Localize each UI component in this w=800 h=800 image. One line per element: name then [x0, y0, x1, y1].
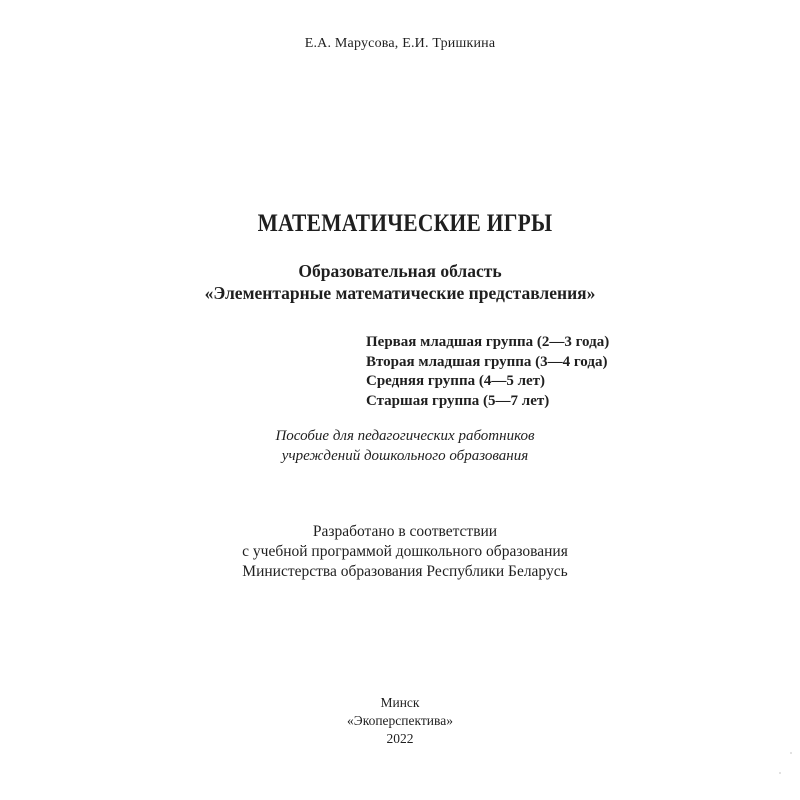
educational-area-label: Образовательная область: [298, 261, 502, 281]
manual-line: Пособие для педагогических работников: [275, 428, 535, 444]
scan-speck: [779, 772, 781, 774]
compliance-line: с учебной программой дошкольного образования: [242, 543, 568, 560]
educational-area: [0, 260, 800, 304]
imprint: [0, 694, 800, 748]
age-group-item: Средняя группа (4—5 лет): [366, 373, 546, 389]
authors: Е.А. Марусова, Е.И. Тришкина: [304, 36, 496, 51]
age-groups-list: [366, 333, 609, 411]
compliance-line: Разработано в соответствии: [312, 523, 498, 540]
manual-description: [5, 427, 800, 466]
scan-speck: [790, 752, 792, 754]
book-title: МАТЕМАТИЧЕСКИЕ ИГРЫ: [257, 210, 553, 237]
educational-area-name: «Элементарные математические представления»: [204, 283, 596, 303]
age-group-item: Первая младшая группа (2—3 года): [366, 334, 610, 350]
imprint-publisher: «Экоперспектива»: [347, 713, 453, 728]
manual-line: учреждений дошкольного образования: [281, 447, 529, 464]
compliance-note: [5, 522, 800, 582]
imprint-year: 2022: [386, 731, 414, 746]
compliance-line: Министерства образования Республики Беларусь: [242, 563, 568, 580]
age-group-item: Старшая группа (5—7 лет): [366, 392, 550, 409]
age-group-item: Вторая младшая группа (3—4 года): [366, 353, 608, 370]
imprint-city: Минск: [380, 695, 420, 710]
